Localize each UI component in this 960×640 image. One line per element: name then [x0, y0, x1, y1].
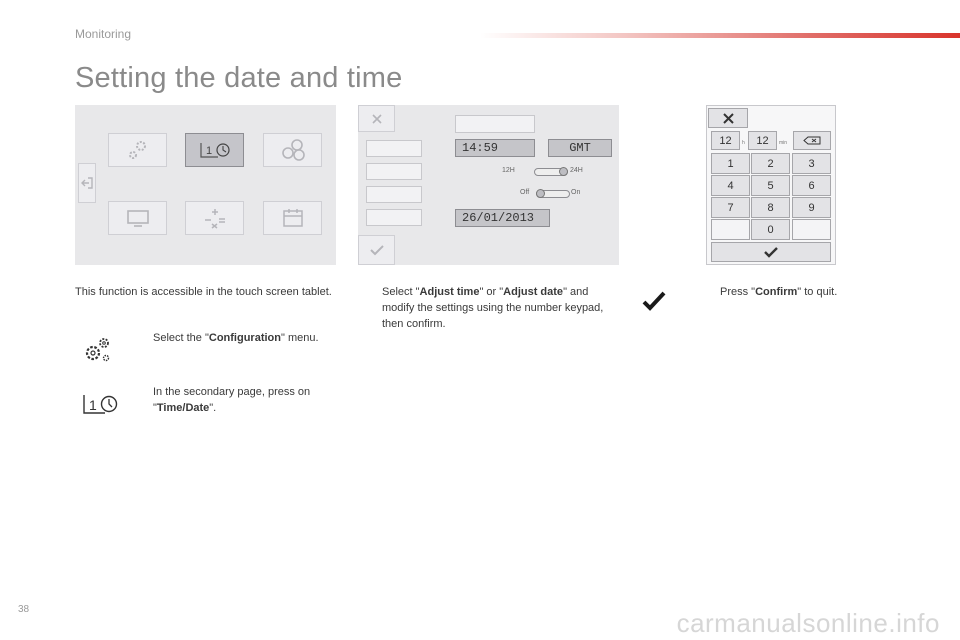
display-tile[interactable] — [108, 201, 167, 235]
calculator-icon — [202, 207, 228, 229]
key-3[interactable]: 3 — [792, 153, 831, 174]
confirm-checkmark-icon — [642, 290, 666, 312]
step1-suffix: " menu. — [281, 332, 319, 344]
step2-prefix: In the secondary page, press on " — [153, 386, 311, 414]
step-select-configuration — [153, 330, 333, 346]
screen-time-date-settings — [358, 105, 619, 265]
settings-tile[interactable] — [108, 133, 167, 167]
checkmark-icon — [763, 247, 779, 258]
col2-prefix: Select " — [382, 286, 420, 298]
step-adjust-time-date — [382, 284, 618, 332]
monitor-icon — [125, 208, 151, 228]
backspace-key[interactable] — [793, 131, 831, 150]
language-icon — [278, 138, 308, 162]
format-24h-label: 24H — [570, 167, 583, 174]
calendar-tile[interactable] — [263, 201, 322, 235]
toggle-off-label: Off — [520, 189, 530, 196]
confirm-button[interactable] — [358, 235, 395, 265]
back-button[interactable] — [78, 163, 96, 203]
section-header: Monitoring — [75, 27, 132, 41]
time-format-toggle[interactable] — [534, 168, 568, 176]
keypad-close-button[interactable] — [708, 108, 748, 128]
time-date-icon — [198, 140, 232, 160]
step-press-time-date — [153, 384, 335, 416]
keypad-empty-right — [792, 219, 831, 240]
configuration-icon — [80, 336, 112, 366]
step1-bold: Configuration — [208, 332, 281, 344]
col2-middle: " or " — [479, 286, 504, 298]
key-8[interactable]: 8 — [751, 197, 790, 218]
time-date-tile[interactable] — [185, 133, 244, 167]
on-off-toggle[interactable] — [536, 190, 570, 198]
step-confirm — [720, 284, 920, 300]
col3-prefix: Press " — [720, 286, 756, 298]
col3-bold: Confirm — [755, 286, 798, 298]
date-field[interactable]: 26/01/2013 — [455, 209, 550, 227]
time-date-icon-label: 1 — [89, 397, 97, 413]
keypad-confirm-button[interactable] — [711, 242, 831, 262]
key-7[interactable]: 7 — [711, 197, 750, 218]
keypad-empty-left — [711, 219, 750, 240]
header-accent-line — [480, 33, 960, 38]
backspace-icon — [803, 136, 821, 145]
minutes-unit: min — [779, 140, 788, 146]
language-tile[interactable] — [263, 133, 322, 167]
screen-configuration-menu — [75, 105, 336, 265]
intro-text: This function is accessible in the touch screen tablet. — [75, 286, 332, 298]
key-4[interactable]: 4 — [711, 175, 750, 196]
blank-field — [455, 115, 535, 133]
time-date-tile-label: 1 — [205, 145, 212, 157]
on-off-toggle-knob — [536, 189, 545, 198]
menu-field-1[interactable] — [366, 140, 422, 157]
key-0[interactable]: 0 — [751, 219, 790, 240]
exit-icon — [80, 176, 94, 190]
close-icon — [723, 113, 734, 124]
toggle-on-label: On — [571, 189, 581, 196]
menu-field-3[interactable] — [366, 186, 422, 203]
hours-field[interactable]: 12 — [711, 131, 740, 150]
checkmark-icon — [369, 244, 385, 256]
step2-suffix: ". — [209, 402, 217, 414]
col2-bold-date: Adjust date — [503, 286, 564, 298]
key-5[interactable]: 5 — [751, 175, 790, 196]
time-date-icon — [81, 392, 119, 416]
timezone-field[interactable]: GMT — [548, 139, 612, 157]
step2-bold: Time/Date — [156, 402, 210, 414]
step1-prefix: Select the " — [153, 332, 209, 344]
close-button[interactable] — [358, 105, 395, 132]
menu-field-4[interactable] — [366, 209, 422, 226]
key-2[interactable]: 2 — [751, 153, 790, 174]
time-field[interactable]: 14:59 — [455, 139, 535, 157]
gears-icon — [125, 137, 151, 163]
page-title: Setting the date and time — [75, 62, 403, 94]
key-9[interactable]: 9 — [792, 197, 831, 218]
key-6[interactable]: 6 — [792, 175, 831, 196]
format-12h-label: 12H — [502, 167, 515, 174]
col2-suffix: " and modify the settings using the number keypad, then confirm. — [382, 286, 604, 330]
col2-bold-time: Adjust time — [419, 286, 480, 298]
menu-field-2[interactable] — [366, 163, 422, 180]
calendar-icon — [281, 207, 305, 229]
screen-number-keypad — [706, 105, 836, 265]
page-number: 38 — [18, 604, 30, 615]
hours-unit: h — [742, 140, 745, 146]
time-format-toggle-knob — [559, 167, 568, 176]
units-tile[interactable] — [185, 201, 244, 235]
close-icon — [371, 113, 383, 125]
col3-suffix: " to quit. — [797, 286, 838, 298]
minutes-field[interactable]: 12 — [748, 131, 777, 150]
watermark: carmanualsonline.info — [676, 608, 940, 638]
key-1[interactable]: 1 — [711, 153, 750, 174]
